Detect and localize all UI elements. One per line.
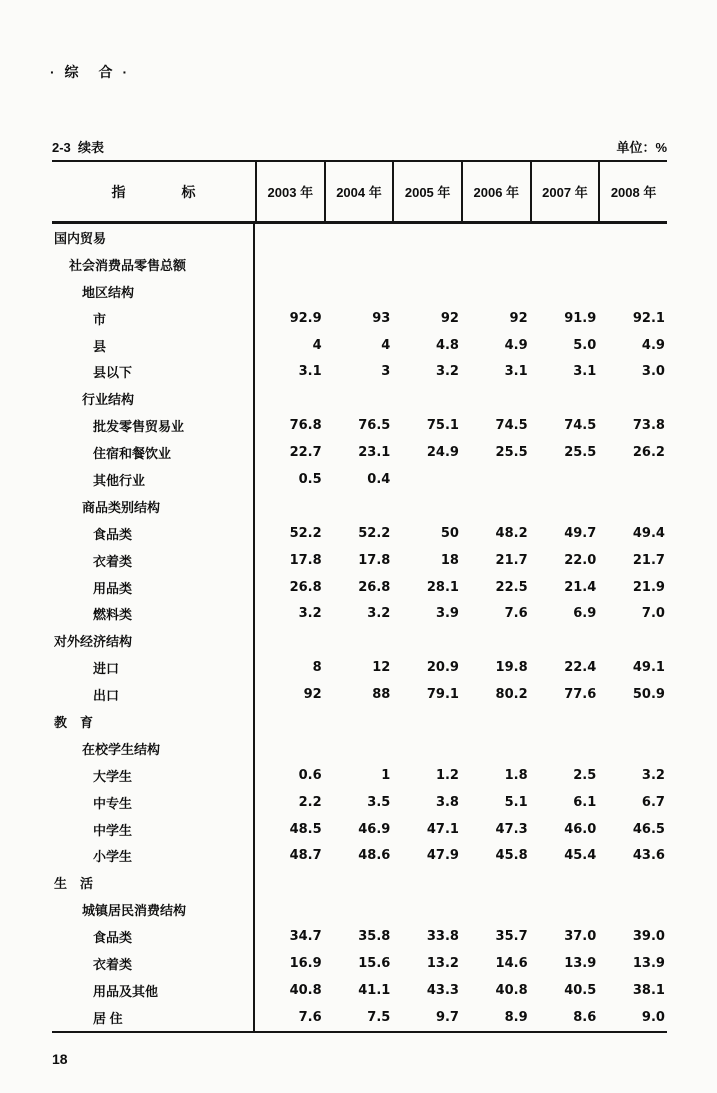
row-value: 20.9 [426,660,459,676]
row-label: 中专生 [52,789,255,816]
row-value: 48.2 [495,525,528,541]
row-label: 食品类 [52,923,255,950]
row-value: 34.7 [289,929,322,945]
table-row [52,681,667,708]
row-label: 食品类 [52,520,255,547]
row-label: 地区结构 [52,278,255,305]
row-value: 3.8 [435,794,459,810]
row-value: 46.9 [358,821,391,837]
row-value: 7.6 [298,1009,322,1025]
row-label: 在校学生结构 [52,735,255,762]
row-value: 0.5 [298,471,322,487]
row-value: 76.8 [289,418,322,434]
row-label: 用品类 [52,574,255,601]
row-value: 47.9 [426,848,459,864]
row-value: 22.5 [495,579,528,595]
page-number: 18 [52,1051,68,1067]
row-value: 3.1 [504,364,528,380]
row-value: 4 [381,337,391,353]
row-value: 8.6 [573,1009,597,1025]
row-value: 49.4 [632,525,665,541]
row-value: 0.6 [298,767,322,783]
row-value: 40.8 [289,982,322,998]
table-row [52,224,667,251]
row-value: 18 [440,552,459,568]
row-value: 33.8 [426,929,459,945]
row-value: 4 [312,337,322,353]
row-value: 92.9 [289,310,322,326]
row-value: 24.9 [426,445,459,461]
row-value: 8 [312,660,322,676]
table-row [52,869,667,896]
row-value: 12 [372,660,391,676]
row-value: 6.9 [573,606,597,622]
table-header-row [52,162,667,224]
row-value: 3.2 [298,606,322,622]
row-value: 93 [372,310,391,326]
row-label: 出口 [52,681,255,708]
row-value: 3.2 [435,364,459,380]
row-value: 49.1 [632,660,665,676]
row-value: 7.6 [504,606,528,622]
row-value: 35.7 [495,929,528,945]
row-value: 25.5 [564,445,597,461]
row-value: 17.8 [358,552,391,568]
row-label: 县 [52,332,255,359]
row-label: 市 [52,305,255,332]
row-label: 小学生 [52,842,255,869]
row-value: 13.9 [564,955,597,971]
row-value: 76.5 [358,418,391,434]
row-label: 住宿和餐饮业 [52,439,255,466]
row-value: 74.5 [564,418,597,434]
row-label: 城镇居民消费结构 [52,896,255,923]
row-value: 9.7 [435,1009,459,1025]
row-value: 5.1 [504,794,528,810]
table-row [52,789,667,816]
row-value: 43.3 [426,982,459,998]
row-label: 衣着类 [52,950,255,977]
table-row [52,950,667,977]
table-row [52,708,667,735]
table-row [52,735,667,762]
row-label: 燃料类 [52,600,255,627]
table-row [52,1004,667,1031]
table-row [52,977,667,1004]
row-value: 80.2 [495,687,528,703]
table-row [52,358,667,385]
table-row [52,332,667,359]
row-value: 48.5 [289,821,322,837]
row-value: 39.0 [632,929,665,945]
row-value: 1.2 [435,767,459,783]
row-label: 进口 [52,654,255,681]
row-value: 3.1 [573,364,597,380]
row-value: 40.8 [495,982,528,998]
year-header-cell: 2004 年 [324,162,393,221]
row-value: 17.8 [289,552,322,568]
year-header-cell: 2003 年 [255,162,324,221]
row-value: 13.9 [632,955,665,971]
row-value: 3.1 [298,364,322,380]
row-value: 4.9 [504,337,528,353]
row-value: 40.5 [564,982,597,998]
table-row [52,547,667,574]
row-value: 21.7 [495,552,528,568]
row-value: 46.0 [564,821,597,837]
row-value: 13.2 [426,955,459,971]
row-value: 79.1 [426,687,459,703]
row-value: 2.5 [573,767,597,783]
row-value: 6.7 [641,794,665,810]
table-row [52,896,667,923]
row-value: 28.1 [426,579,459,595]
row-value: 3.2 [641,767,665,783]
table-row [52,385,667,412]
year-header-cell: 2007 年 [530,162,599,221]
row-value: 91.9 [564,310,597,326]
row-value: 46.5 [632,821,665,837]
row-label: 县以下 [52,358,255,385]
row-value: 37.0 [564,929,597,945]
table-body [52,224,667,1031]
row-value: 21.9 [632,579,665,595]
row-value: 92 [303,687,322,703]
row-value: 52.2 [289,525,322,541]
row-value: 92 [440,310,459,326]
row-value: 45.4 [564,848,597,864]
row-value: 22.7 [289,445,322,461]
table-row [52,439,667,466]
table-row [52,842,667,869]
row-value: 3.9 [435,606,459,622]
row-value: 74.5 [495,418,528,434]
row-value: 73.8 [632,418,665,434]
row-value: 43.6 [632,848,665,864]
row-value: 1 [381,767,391,783]
row-value: 8.9 [504,1009,528,1025]
row-value: 45.8 [495,848,528,864]
year-header-cell: 2005 年 [392,162,461,221]
row-label: 生 活 [52,869,255,896]
row-value: 2.2 [298,794,322,810]
row-value: 3 [381,364,391,380]
row-value: 9.0 [641,1009,665,1025]
table-row [52,251,667,278]
row-value: 7.0 [641,606,665,622]
indicator-header-cell: 指 标 [111,183,196,200]
row-value: 35.8 [358,929,391,945]
page-category-header: · 综 合 · [50,64,131,80]
table-row [52,520,667,547]
row-value: 75.1 [426,418,459,434]
statistics-table [52,160,667,1033]
row-value: 19.8 [495,660,528,676]
row-value: 3.2 [367,606,391,622]
row-value: 92 [509,310,528,326]
row-value: 77.6 [564,687,597,703]
row-label: 中学生 [52,816,255,843]
table-row [52,923,667,950]
row-value: 47.1 [426,821,459,837]
row-value: 15.6 [358,955,391,971]
table-row [52,493,667,520]
table-row [52,412,667,439]
row-value: 88 [372,687,391,703]
row-label: 其他行业 [52,466,255,493]
row-value: 4.9 [641,337,665,353]
row-label: 教 育 [52,708,255,735]
row-label: 批发零售贸易业 [52,412,255,439]
row-value: 26.2 [632,445,665,461]
row-value: 26.8 [358,579,391,595]
table-row [52,466,667,493]
year-header-cell: 2006 年 [461,162,530,221]
row-value: 3.0 [641,364,665,380]
row-value: 6.1 [573,794,597,810]
row-value: 1.8 [504,767,528,783]
table-row [52,762,667,789]
year-header-cell: 2008 年 [598,162,667,221]
row-label: 对外经济结构 [52,627,255,654]
row-value: 5.0 [573,337,597,353]
row-value: 26.8 [289,579,322,595]
row-value: 41.1 [358,982,391,998]
row-value: 50.9 [632,687,665,703]
table-row [52,816,667,843]
row-value: 23.1 [358,445,391,461]
row-value: 14.6 [495,955,528,971]
row-value: 25.5 [495,445,528,461]
row-label: 商品类别结构 [52,493,255,520]
row-value: 92.1 [632,310,665,326]
row-label: 社会消费品零售总额 [52,251,255,278]
row-value: 22.0 [564,552,597,568]
table-row [52,305,667,332]
row-value: 21.4 [564,579,597,595]
row-value: 7.5 [367,1009,391,1025]
unit-label: 单位：% [616,140,667,155]
table-row [52,278,667,305]
row-label: 用品及其他 [52,977,255,1004]
table-caption-bar [52,137,667,156]
row-value: 16.9 [289,955,322,971]
row-value: 48.7 [289,848,322,864]
row-label: 衣着类 [52,547,255,574]
table-caption: 2-3 续表 [52,140,105,155]
row-value: 21.7 [632,552,665,568]
row-value: 0.4 [367,471,391,487]
table-row [52,574,667,601]
row-value: 52.2 [358,525,391,541]
row-value: 4.8 [435,337,459,353]
row-value: 38.1 [632,982,665,998]
table-row [52,627,667,654]
row-label: 行业结构 [52,385,255,412]
row-label: 居 住 [52,1004,255,1031]
row-value: 22.4 [564,660,597,676]
row-value: 3.5 [367,794,391,810]
row-value: 49.7 [564,525,597,541]
row-value: 48.6 [358,848,391,864]
row-label: 大学生 [52,762,255,789]
row-value: 50 [440,525,459,541]
row-label: 国内贸易 [52,224,255,251]
table-row [52,600,667,627]
row-value: 47.3 [495,821,528,837]
table-row [52,654,667,681]
